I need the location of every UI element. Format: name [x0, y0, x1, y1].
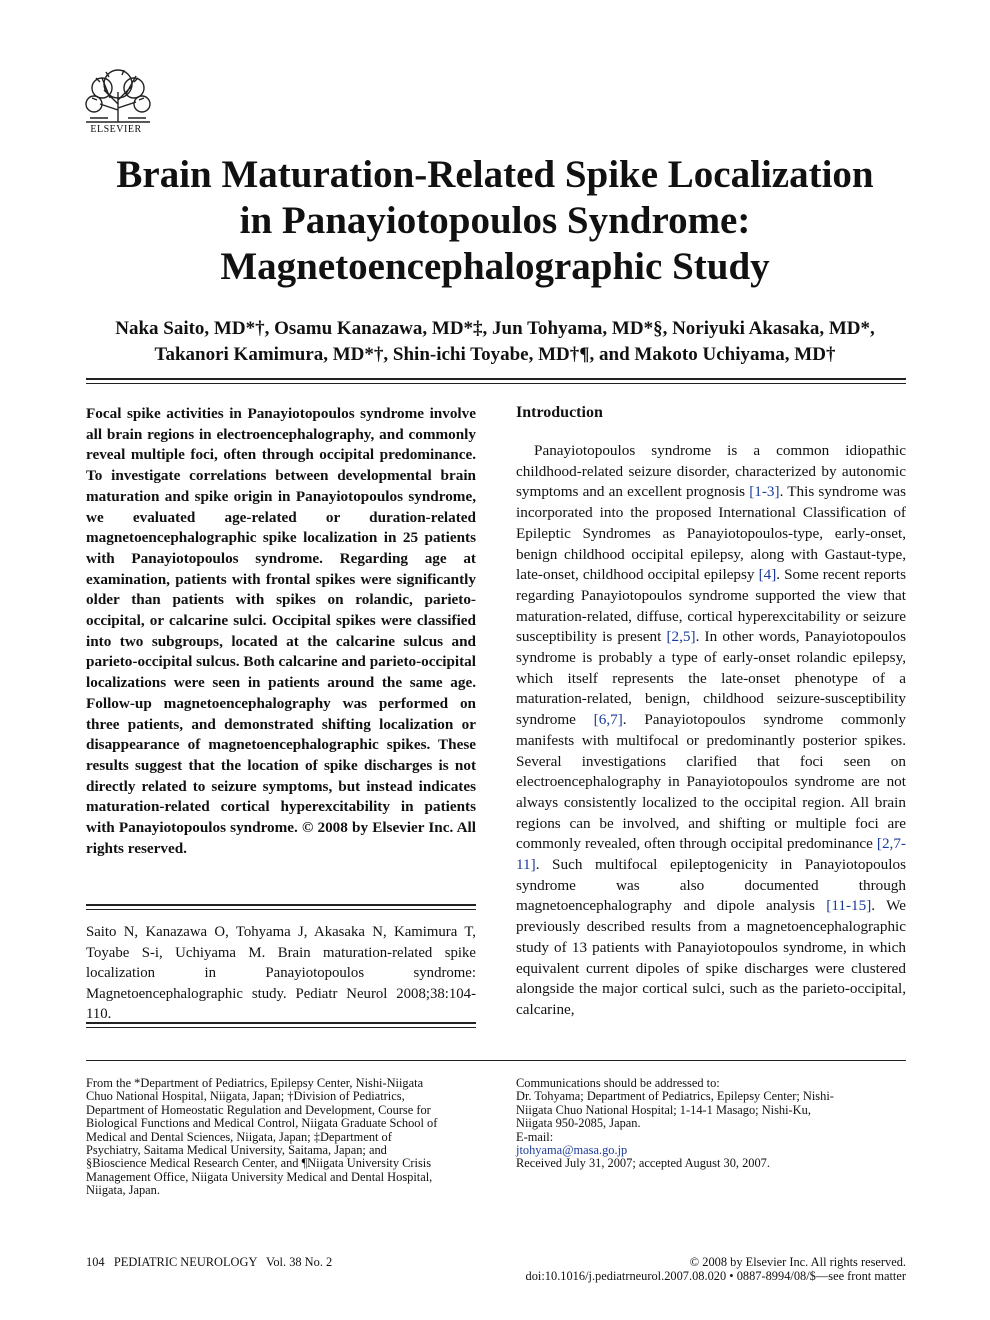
- reference-link[interactable]: [1-3]: [749, 483, 780, 501]
- abstract: Focal spike activities in Panayiotopoulos syndrome involve all brain regions in electroencephalography, and commonly reveal multiple foci, often through occipital predominance. To investigate correlations between developmental brain maturation and spike origin in Panayiotopoulos syndrome, we evaluated age-related or duration-related magnetoencephalographic spike localization in 25 patients with Panayiotopoulos syndrome. Regarding age at examination, patients with frontal spikes were significantly older than patients with spikes on rolandic, parieto-occipital, or calcarine sulci. Occipital spikes were classified into two subgroups, located at the calcarine sulcus and parieto-occipital sulcus. Both calcarine and parieto-occipital localizations were seen in patients around the same age. Follow-up magnetoencephalography was performed on three patients, and demonstrated shifting localization or disappearance of magnetoencephalographic spikes. These results suggest that the location of spike discharges is not directly related to seizure symptoms, but instead indicates maturation-related cortical hyperexcitability in patients with Panayiotopoulos syndrome. © 2008 by Elsevier Inc. All rights reserved.: [86, 405, 476, 857]
- reference-link[interactable]: [4]: [758, 566, 777, 584]
- journal-footer: 104 PEDIATRIC NEUROLOGY Vol. 38 No. 2: [86, 1255, 333, 1269]
- introduction-text: Panayiotopoulos syndrome is a common idiopathic childhood-related seizure disorder, characterized by autonomic symptoms and an excellent prognosis [1-3]. This syndrome was incorporated into the proposed International Classification of Epileptic Syndromes as Panayiotopoulos-type, early-onset, benign childhood occipital epilepsy, along with Gastaut-type, late-onset, childhood occipital epilepsy [4]. Some recent reports regarding Panayiotopoulos syndrome supported the view that maturation-related, diffuse, cortical hyperexcitability or seizure susceptibility is present [2,5]. In other words, Panayiotopoulos syndrome is probably a type of early-onset rolandic epilepsy, which itself represents the late-onset phenotype of a maturation-related, benign, childhood seizure-susceptibility syndrome [6,7]. Panayiotopoulos syndrome commonly manifests with multifocal or predominantly posterior spikes. Several investigations clarified that foci seen on electroencephalography in Panayiotopoulos syndrome are not always consistently localized to the occipital region. All brain regions can be involved, and shifting or multiple foci are commonly revealed, often through occipital predominance [2,7-11]. Such multifocal epileptogenicity in Panayiotopoulos syndrome was also documented through magnetoencephalography and dipole analysis [11-15]. We previously described results from a magnetoencephalographic study of 13 patients with Panayiotopoulos syndrome, in which equivalent current dipoles of spike discharges were clustered alongside the major cortical sulci, such as the parieto-occipital, calcarine,: [516, 442, 907, 1018]
- title-line: in Panayiotopoulos Syndrome:: [239, 199, 751, 242]
- affiliation-footnote: From the *Department of Pediatrics, Epilepsy Center, Nishi-Niigata Chuo National Hospital, Niigata, Japan; †Division of Pediatrics, Department of Homeostatic Regulation and Development, Course for Biological Functions and Medical Control, Niigata Graduate School of Medical and Dental Sciences, Niigata, Japan; ‡Department of Psychiatry, Saitama Medical University, Saitama, Japan; and §Bioscience Medical Research Center, and ¶Niigata University Crisis Management Office, Niigata University Medical and Dental Hospital, Niigata, Japan.: [86, 1076, 438, 1198]
- article-title: [60, 152, 930, 290]
- publisher-logo-text: ELSEVIER: [90, 124, 142, 135]
- copyright-footer: © 2008 by Elsevier Inc. All rights reserved. doi:10.1016/j.pediatrneurol.2007.08.020 • 0887-8994/08/$—see front matter: [470, 1255, 906, 1283]
- header-divider: [86, 378, 906, 380]
- author-line: Naka Saito, MD*†, Osamu Kanazawa, MD*‡, Jun Tohyama, MD*§, Noriyuki Akasaka, MD*,: [115, 318, 875, 339]
- citation: Saito N, Kanazawa O, Tohyama J, Akasaka N, Kamimura T, Toyabe S-i, Uchiyama M. Brain maturation-related spike localization in Panayiotopoulos syndrome: Magnetoencephalographic study. Pediatr Neurol 2008;38:104-110.: [86, 924, 476, 1022]
- introduction-heading: Introduction: [516, 404, 603, 421]
- reference-link[interactable]: [2,5]: [666, 628, 696, 646]
- footnote-divider: [86, 1060, 906, 1061]
- reference-link[interactable]: [6,7]: [593, 711, 623, 729]
- title-line: Brain Maturation-Related Spike Localization: [116, 153, 874, 196]
- doi: doi:10.1016/j.pediatrneurol.2007.08.020 • 0887-8994/08/$—see front matter: [525, 1269, 906, 1283]
- correspondence-block: Communications should be addressed to: Dr. Tohyama; Department of Pediatrics, Epilepsy Center; Nishi- Niigata Chuo National Hospital; 1-14-1 Masago; Nishi-Ku, Niigata 950-2085, Japan. E-mail: jtohyama@masa.go.jp Received July 31, 2007; accepted August 30, 2007.: [516, 1077, 906, 1171]
- citation-bottom-divider: [86, 1022, 476, 1024]
- email-link[interactable]: jtohyama@masa.go.jp: [516, 1143, 628, 1158]
- reference-link[interactable]: [11-15]: [826, 897, 872, 915]
- received-dates: Received July 31, 2007; accepted August 30, 2007.: [516, 1156, 770, 1171]
- reference-link[interactable]: [2,7-11]: [516, 835, 906, 874]
- title-line: Magnetoencephalographic Study: [220, 245, 770, 288]
- author-list: [70, 316, 920, 368]
- abstract-citation-divider: [86, 904, 476, 906]
- author-line: Takanori Kamimura, MD*†, Shin-ichi Toyabe, MD†¶, and Makoto Uchiyama, MD†: [154, 344, 836, 365]
